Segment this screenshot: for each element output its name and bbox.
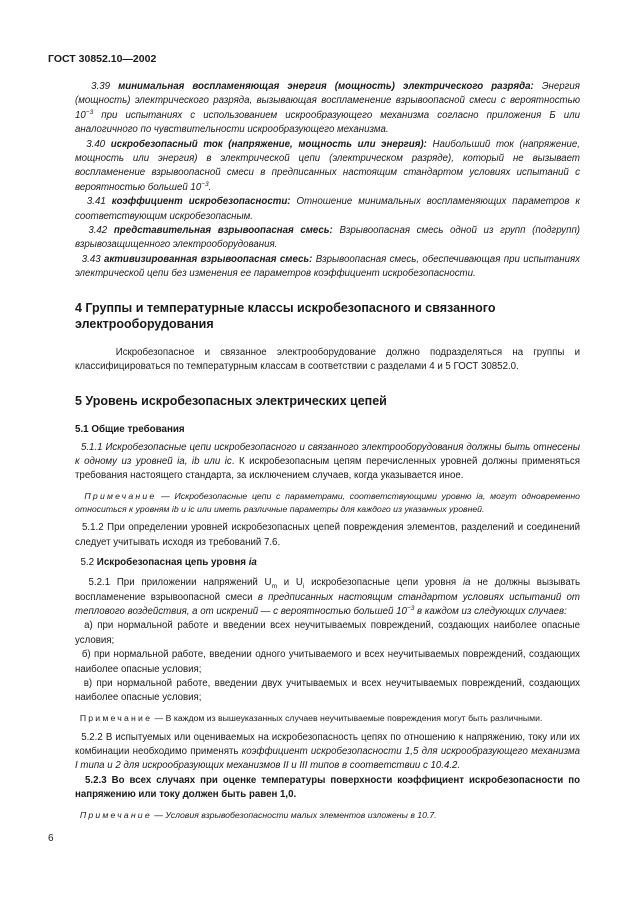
term: коэффициент искробезопасности: [111,196,291,208]
subsection-5-2-heading: 5.2 Искробезопасная цепь уровня ia [80,557,257,569]
case-a: а) при нормальной работе и введении всех неучитываемых повреждений, создающих наиболее опасные условия; [75,620,581,646]
definition-3-39: 3.39 минимальная воспламеняющая энергия (мощность) электрического разряда: Энергия (мощность) электрического разряда, вызывающая воспламенение взрывоопасной смеси с вероятностью $10^{-3}$ при испытаниях с использованием искрообразующего механизма согласно приложения Б или аналогичного по чувствительности искрообразующего механизма. [75,81,580,136]
term: активизированная взрывоопасная смесь: [104,253,313,265]
note-2: Примечание — В каждом из вышеуказанных случаев неучитываемые повреждения могут быть различными. [79,712,543,723]
definition-3-43: 3.43 активизированная взрывоопасная смесь: Взрывоопасная смесь, обеспечивающая при испытаниях электрической цепи без изменения ее параметров коэффициент искробезопасности. [75,253,581,280]
clause-5-2-1: 5.2.1 При приложении напряжений $U_m$ и $U_i$ искробезопасные цепи уровня ia не должны вызывать воспламенение взрывоопасной смеси в предписанных настоящим стандартом условиях испытаний от теплового воздействия, а от искрений — с вероятностью большей $10^{-3}$ в каждом из следующих случаев: [75,577,581,617]
note-label: Примечание [84,490,157,501]
note-3: Примечание — Условия взрывобезопасности малых элементов изложены в 10.7. [79,809,437,820]
case-c: в) при нормальной работе, введении двух учитываемых и всех неучитываемых повреждений, создающих наиболее опасные условия; [75,677,580,704]
note-label: Примечание [79,809,152,820]
section-5-heading: 5 Уровень искробезопасных электрических цепей [75,393,387,408]
standard-header: ГОСТ 30852.10—2002 [48,53,157,65]
definition-3-40: 3.40 искробезопасный ток (напряжение, мощность или энергия): Наибольший ток (напряжение, мощность или энергия) в электрической цепи (электрическом разряде), который не вызывает воспламенение взрывоопасной смеси в предписанных настоящим стандартом условиях испытаний с вероятностью большей $10^{-3}$. [75,138,580,193]
term: минимальная воспламеняющая энергия (мощность) электрического разряда: [118,81,534,92]
subsection-5-1-heading: 5.1 Общие требования [75,423,185,435]
term: искробезопасный ток (напряжение, мощность или энергия): [110,138,427,150]
clause-5-1-2: 5.1.2 При определении уровней искробезопасных цепей повреждения элементов, разделений и соединений следует учитывать исходя из требований 7.6. [75,522,580,548]
section-4-text: Искробезопасное и связанное электрооборудование должно подразделяться на группы и классифицироваться по температурным классам в соответствии с разделами 4 и 5 ГОСТ 30852.0. [75,346,580,373]
page-content [75,80,580,821]
clause-5-1-1: 5.1.1 Искробезопасные цепи искробезопасного и связанного электрооборудования должны быть отнесены к одному из уровней ia, ib или ic. К искробезопасным цепям перечисленных уровней должны применяться требования настоящего стандарта, за исключением случаев, когда указывается иное. [75,441,581,482]
note-1: Примечание — Искробезопасные цепи с параметрами, соответствующими уровню ia, могут одновременно относиться к уровням ib и ic или иметь различные параметры для каждого из указанных уровней. [75,490,581,514]
definition-3-41: 3.41 коэффициент искробезопасности: Отношение минимальных воспламеняющих параметров к соответствующим искробезопасным. [75,196,580,222]
case-b: б) при нормальной работе, введении одного учитываемого и всех неучитываемых повреждений, создающих наиболее опасные условия; [75,649,580,675]
section-4-heading: 4 Группы и температурные классы искробезопасного и связанного электрооборудования [75,300,496,331]
page-number: 6 [48,833,54,844]
note-label: Примечание [79,712,153,723]
clause-5-2-3: 5.2.3 Во всех случаях при оценке температуры поверхности коэффициент искробезопасности по напряжению или току должен быть равен 1,0. [75,774,580,801]
clause-5-2-2: 5.2.2 В испытуемых или оцениваемых на искробезопасность цепях по отношению к напряжению, току или их комбинации необходимо применять коэффициент искробезопасности 1,5 для искрообразующего механизма I типа и 2 для искрообразующих механизмов II и III типов в соответствии с 10.4.2. [75,731,580,772]
term: представительная взрывоопасная смесь: [113,225,333,237]
definition-3-42: 3.42 представительная взрывоопасная смесь: Взрывоопасная смесь одной из групп (подгрупп) взрывозащищенного электрооборудования. [75,225,581,251]
